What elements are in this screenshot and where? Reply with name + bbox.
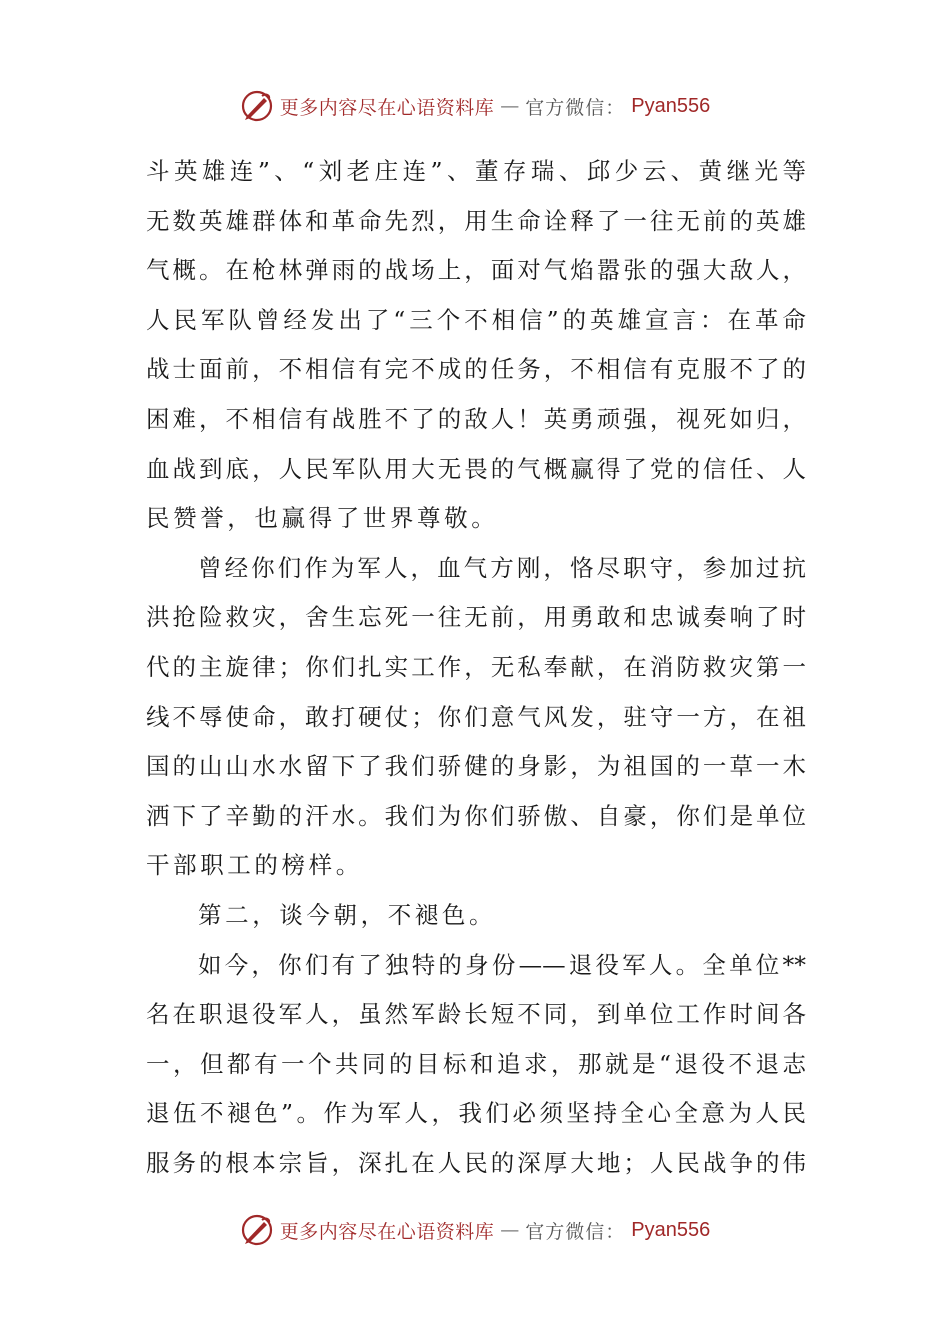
text-line: 血战到底，人民军队用大无畏的气概赢得了党的信任、人 <box>146 454 806 483</box>
pen-logo-icon <box>240 1213 274 1247</box>
footer-wechat-label: 官方微信： <box>525 1220 626 1243</box>
pen-logo-icon <box>240 89 274 123</box>
text-line: 代的主旋律；你们扎实工作，无私奉献，在消防救灾第一 <box>146 652 806 681</box>
text-line: 国的山山水水留下了我们骄健的身影，为祖国的一草一木 <box>146 752 806 781</box>
header-wechat-id: Pyan556 <box>631 94 711 117</box>
text-line: 斗英雄连”、“刘老庄连”、董存瑞、邱少云、黄继光等 <box>146 157 806 185</box>
text-line: 退伍不褪色”。作为军人，我们必须坚持全心全意为人民 <box>146 1099 806 1128</box>
text-line: 名在职退役军人，虽然军龄长短不同，到单位工作时间各 <box>146 1000 806 1029</box>
header-site-text: 更多内容尽在心语资料库 <box>279 96 495 119</box>
footer-wechat-id: Pyan556 <box>631 1218 711 1241</box>
footer-site-text: 更多内容尽在心语资料库 <box>279 1220 495 1243</box>
text-line: 气概。在枪林弹雨的战场上，面对气焰嚣张的强大敌人， <box>146 256 806 285</box>
text-line: 洪抢险救灾，舍生忘死一往无前，用勇敢和忠诚奏响了时 <box>146 603 806 632</box>
text-line: 一，但都有一个共同的目标和追求，那就是“退役不退志 <box>146 1049 806 1078</box>
text-line: 服务的根本宗旨，深扎在人民的深厚大地；人民战争的伟 <box>146 1148 806 1177</box>
footer-banner <box>0 1208 950 1252</box>
document-body <box>146 147 806 1188</box>
header-banner <box>0 84 950 128</box>
text-line: 曾经你们作为军人，血气方刚，恪尽职守，参加过抗 <box>198 553 806 582</box>
footer-separator: — <box>500 1219 520 1241</box>
text-line: 干部职工的榜样。 <box>146 851 363 880</box>
text-line: 民赞誉，也赢得了世界尊敬。 <box>146 504 499 533</box>
text-line: 洒下了辛勤的汗水。我们为你们骄傲、自豪，你们是单位 <box>146 801 806 830</box>
section-heading: 第二，谈今朝，不褪色。 <box>198 900 497 929</box>
text-line: 如今，你们有了独特的身份——退役军人。全单位** <box>198 950 806 979</box>
text-line: 人民军队曾经发出了“三个不相信”的英雄宣言：在革命 <box>146 305 806 334</box>
text-line: 无数英雄群体和革命先烈，用生命诠释了一往无前的英雄 <box>146 206 806 235</box>
header-wechat-label: 官方微信： <box>525 96 626 119</box>
text-line: 困难，不相信有战胜不了的敌人！英勇顽强，视死如归， <box>146 404 806 433</box>
header-separator: — <box>500 95 520 117</box>
text-line: 战士面前，不相信有完不成的任务，不相信有克服不了的 <box>146 355 806 384</box>
text-line: 线不辱使命，敢打硬仗；你们意气风发，驻守一方，在祖 <box>146 702 806 731</box>
